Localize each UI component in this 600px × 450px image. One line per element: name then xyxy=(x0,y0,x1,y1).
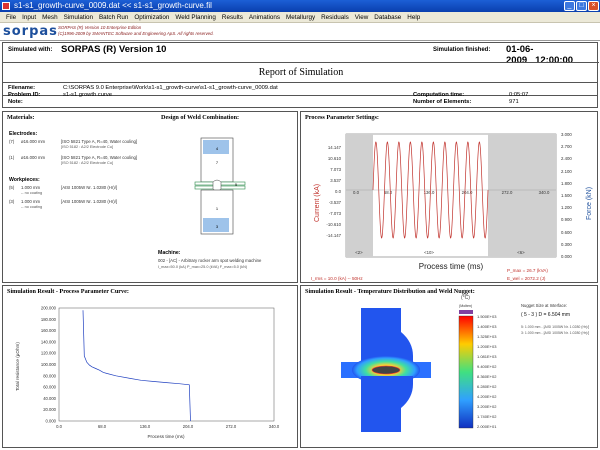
scale-label: 2.000E+01 xyxy=(477,424,497,429)
app-banner xyxy=(0,23,600,41)
resistance-panel xyxy=(2,285,298,448)
workpiece-row xyxy=(9,199,159,213)
simulation-finished-label: Simulation finished: xyxy=(433,47,491,53)
part-label-7: 7 xyxy=(215,160,219,165)
y-tick-label: 120.000 xyxy=(40,350,56,356)
minimize-button[interactable]: _ xyxy=(564,1,575,11)
right-tick: 3.000 xyxy=(561,132,572,137)
simulated-with-label: Simulated with: xyxy=(8,47,53,53)
y-tick-label: 20.000 xyxy=(43,407,56,413)
window-controls xyxy=(564,1,599,11)
electrode-material: [ISO 5182 : A2/2 Electrode Cu] xyxy=(61,145,113,149)
weld-nugget xyxy=(372,366,400,374)
part-label-3: 3 xyxy=(215,224,219,229)
current-axis-label: Current (kA) xyxy=(314,183,321,222)
menu-weld-planning[interactable]: Weld Planning xyxy=(175,14,216,21)
menu-mesh[interactable]: Mesh xyxy=(42,14,58,21)
scale-label: 6.280E+02 xyxy=(477,384,497,389)
menu-file[interactable]: File xyxy=(6,14,17,21)
right-tick: 1.200 xyxy=(561,205,572,210)
process-panel xyxy=(300,111,598,283)
upper-electrode-shape xyxy=(361,308,413,364)
scale-label: 1.400E+03 xyxy=(477,324,497,329)
process-chart xyxy=(301,112,599,284)
machine-params: I_max=50.0 (kA) P_max=25.0 (kVA) F_max=5.0 (kN) xyxy=(158,265,248,269)
sheet-legend-3: 3: 1.000 mm - [AISI 1005W Nr. 1.0280 (Hr)/] xyxy=(521,331,590,335)
force-axis-label: Force (kN) xyxy=(586,186,593,220)
left-tick: 14.147 xyxy=(327,145,341,150)
phase-label-squeeze: <2> xyxy=(355,250,363,255)
scale-label: 8.360E+02 xyxy=(477,374,497,379)
workpiece-id: (3) xyxy=(9,199,15,204)
electrode-id: (1) xyxy=(9,155,15,160)
left-tick: -14.147 xyxy=(326,233,341,238)
materials-title: Materials: xyxy=(7,114,35,121)
y-tick-label: 0.000 xyxy=(45,418,56,424)
workpiece-id: (5) xyxy=(9,185,15,190)
electrode-row xyxy=(9,139,159,155)
problem-id-value: s1-s1 growth curve xyxy=(63,92,112,98)
menu-input[interactable]: Input xyxy=(22,14,37,21)
maximize-button[interactable]: □ xyxy=(576,1,587,11)
menu-bar xyxy=(0,12,600,23)
temperature-scale-labels xyxy=(477,314,497,429)
y-tick-label: 60.000 xyxy=(43,384,56,390)
menu-metallurgy[interactable]: Metallurgy xyxy=(286,14,316,21)
electrode-tips xyxy=(213,180,221,191)
x-tick: 136.0 xyxy=(423,190,435,195)
banner-line-1: SORPAS (R) Version 10 Enterprise Edition xyxy=(58,25,142,30)
electrodes-label: Electrodes: xyxy=(9,131,38,137)
close-button[interactable]: × xyxy=(588,1,599,11)
x-tick: 68.0 xyxy=(383,190,393,195)
right-tick: 0.300 xyxy=(561,242,572,247)
right-tick: 2.400 xyxy=(561,156,572,161)
workpiece-size: 1.000 mm xyxy=(21,199,41,204)
x-tick: 0.0 xyxy=(353,190,359,195)
computation-time-label: Computation time: xyxy=(413,92,465,98)
process-title: Process Parameter Settings: xyxy=(305,114,379,121)
lower-electrode-shape xyxy=(361,376,413,432)
electrode-row xyxy=(9,155,159,171)
y-tick-label: 160.000 xyxy=(40,328,56,334)
x-tick: 272.0 xyxy=(501,190,513,195)
temperature-panel xyxy=(300,285,598,448)
right-tick: 2.100 xyxy=(561,169,572,174)
workpiece-size: 1.000 mm xyxy=(21,185,41,190)
materials-panel xyxy=(2,111,298,283)
electrode-size: ø16.000 mm xyxy=(21,155,46,160)
x-tick-label: 68.0 xyxy=(97,424,107,429)
x-tick: 204.0 xyxy=(461,190,473,195)
part-label-1: 1 xyxy=(215,206,219,211)
x-tick-label: 340.0 xyxy=(268,424,280,429)
part-label-5: 5 xyxy=(235,183,238,187)
left-tick: 3.537 xyxy=(330,178,341,183)
workpiece-row xyxy=(9,185,159,199)
left-tick: 10.610 xyxy=(327,156,341,161)
right-tick-labels xyxy=(561,132,572,259)
resistance-y-ticks xyxy=(41,306,57,424)
workpiece-list xyxy=(9,185,159,213)
elements-label: Number of Elements: xyxy=(413,99,472,105)
finish-time: 12:00:00 xyxy=(535,55,574,66)
right-tick: 0.600 xyxy=(561,230,572,235)
menu-optimization[interactable]: Optimization xyxy=(134,14,170,21)
resistance-x-ticks xyxy=(56,424,280,429)
menu-simulation[interactable]: Simulation xyxy=(63,14,93,21)
x-tick-label: 136.0 xyxy=(139,424,151,429)
y-tick-label: 80.000 xyxy=(43,373,56,379)
right-tick: 1.500 xyxy=(561,193,572,198)
menu-help[interactable]: Help xyxy=(407,14,421,21)
x-tick-label: 272.0 xyxy=(225,424,237,429)
electrode-spec: [ISO 5821 Type A, R=40, Water cooling] xyxy=(61,139,138,144)
filename-value: C:\SORPAS 9.0 Enterprise\Work\s1-s1_growth-curve\s1-s1_growth-curve_0009.dat xyxy=(63,85,278,91)
irms-value: I_rms = 10.0 (kA) -- 50Hz xyxy=(311,276,363,281)
temperature-title: Simulation Result - Temperature Distribution and Weld Nugget: xyxy=(305,288,475,295)
electrode-material: [ISO 5182 : A2/2 Electrode Cu] xyxy=(61,161,113,165)
weld-design-diagram xyxy=(191,134,261,242)
version-label: SORPAS (R) Version 10 xyxy=(61,44,167,55)
nugget-size-value: ( 5 - 3 ) D = 6.504 mm xyxy=(521,312,571,318)
phase-label-hold: <6> xyxy=(517,250,525,255)
y-tick-label: 180.000 xyxy=(40,316,56,322)
app-icon xyxy=(2,2,10,10)
menu-results[interactable]: Results xyxy=(221,14,243,21)
scale-label: 9.400E+02 xyxy=(477,364,497,369)
nugget-size-label: Nugget Size at Interface: xyxy=(521,303,568,308)
menu-batch-run[interactable]: Batch Run xyxy=(98,14,129,21)
x-tick-label: 204.0 xyxy=(182,424,194,429)
window-titlebar[interactable] xyxy=(0,0,600,12)
electrode-id: (7) xyxy=(9,139,15,144)
banner-line-2: (C)1996-2009 by SWANTEC Software and Engineering ApS. All rights reserved. xyxy=(58,31,214,36)
electrode-list xyxy=(9,139,159,171)
x-tick-label: 0.0 xyxy=(56,424,62,429)
resistance-chart xyxy=(3,286,299,449)
electrode-size: ø16.000 mm xyxy=(21,139,46,144)
menu-view[interactable]: View xyxy=(354,14,369,21)
right-tick: 0.900 xyxy=(561,217,572,222)
phase-hold-region xyxy=(488,134,556,257)
part-label-4: 4 xyxy=(215,146,219,151)
y-tick-label: 100.000 xyxy=(40,362,56,367)
right-tick: 1.800 xyxy=(561,181,572,186)
left-tick: 7.073 xyxy=(330,167,341,172)
computation-time-value: 0:05:07 xyxy=(509,92,529,98)
molten-label: (Molten) xyxy=(459,304,473,308)
workpiece-spec: [AISI 1005W Nr. 1.0280 (Hr)/] xyxy=(61,199,118,204)
temperature-unit: (°C) xyxy=(461,295,470,301)
left-tick: -3.537 xyxy=(328,200,341,205)
machine-label: Machine: xyxy=(158,250,181,256)
phase-label-weld: <10> xyxy=(424,250,434,255)
problem-id-label: Problem ID: xyxy=(8,92,41,98)
report-title: Report of Simulation xyxy=(3,62,599,82)
temperature-diagram xyxy=(301,286,599,449)
workpiece-coating: -- no coating xyxy=(21,191,43,195)
x-tick: 340.0 xyxy=(538,190,550,195)
phase-squeeze-region xyxy=(346,134,373,257)
menu-animations[interactable]: Animations xyxy=(248,14,281,21)
y-tick-label: 40.000 xyxy=(43,395,56,401)
right-tick: 0.000 xyxy=(561,254,572,259)
menu-residuals[interactable]: Residuals xyxy=(321,14,349,21)
scale-label: 1.740E+02 xyxy=(477,414,497,419)
scale-label: 4.200E+02 xyxy=(477,394,497,399)
scale-label: 1.500E+03 xyxy=(477,314,497,319)
filename-label: Filename: xyxy=(8,85,36,91)
info-box xyxy=(2,82,598,108)
ewel-value: E_wel = 2072.2 (J) xyxy=(507,276,546,281)
menu-database[interactable]: Database xyxy=(374,14,402,21)
molten-swatch xyxy=(459,310,473,314)
process-time-label: Process time (ms) xyxy=(418,262,484,271)
finish-date: 01-06-2009 xyxy=(506,44,534,66)
design-title: Design of Weld Combination: xyxy=(161,114,240,121)
window-title: s1-s1_growth-curve_0009.dat << s1-s1_growth-curve.fil xyxy=(14,1,212,10)
resistance-plot-area xyxy=(59,308,274,421)
resistance-ylabel: Total resistance (µOhm) xyxy=(15,342,20,391)
left-tick-labels xyxy=(326,145,341,238)
scale-label: 3.200E+02 xyxy=(477,404,497,409)
sorpas-logo: sorpas xyxy=(3,24,58,39)
machine-value: 002 - [AC] - Arbitrary rocker arm spot welding machine xyxy=(158,258,262,263)
left-tick: -10.610 xyxy=(326,222,341,227)
banner-tagline xyxy=(58,25,214,37)
workpiece-coating: -- no coating xyxy=(21,205,43,209)
scale-label: 1.081E+03 xyxy=(477,354,497,359)
right-tick: 2.700 xyxy=(561,144,572,149)
notes-label: Note: xyxy=(8,99,23,105)
y-tick-label: 140.000 xyxy=(40,339,56,345)
temperature-scale-bar xyxy=(459,316,473,428)
scale-label: 1.325E+03 xyxy=(477,334,497,339)
y-tick-label: 200.000 xyxy=(40,305,56,311)
resistance-xlabel: Process time (ms) xyxy=(147,434,185,439)
resistance-title: Simulation Result - Process Parameter Curve: xyxy=(7,288,129,295)
pmax-value: P_max = 26.7 (kVA) xyxy=(507,268,548,273)
left-tick: 0.0 xyxy=(335,189,341,194)
left-tick: -7.073 xyxy=(328,211,341,216)
workpiece-spec: [AISI 1005W Nr. 1.0280 (Hr)/] xyxy=(61,185,118,190)
sheet-legend-5: 5: 1.000 mm - [AISI 1005W Nr. 1.0280 (Hr)/] xyxy=(521,325,590,329)
scale-label: 1.200E+03 xyxy=(477,344,497,349)
electrode-spec: [ISO 5821 Type A, R=40, Water cooling] xyxy=(61,155,138,160)
elements-value: 971 xyxy=(509,99,519,105)
workpieces-label: Workpieces: xyxy=(9,177,40,183)
